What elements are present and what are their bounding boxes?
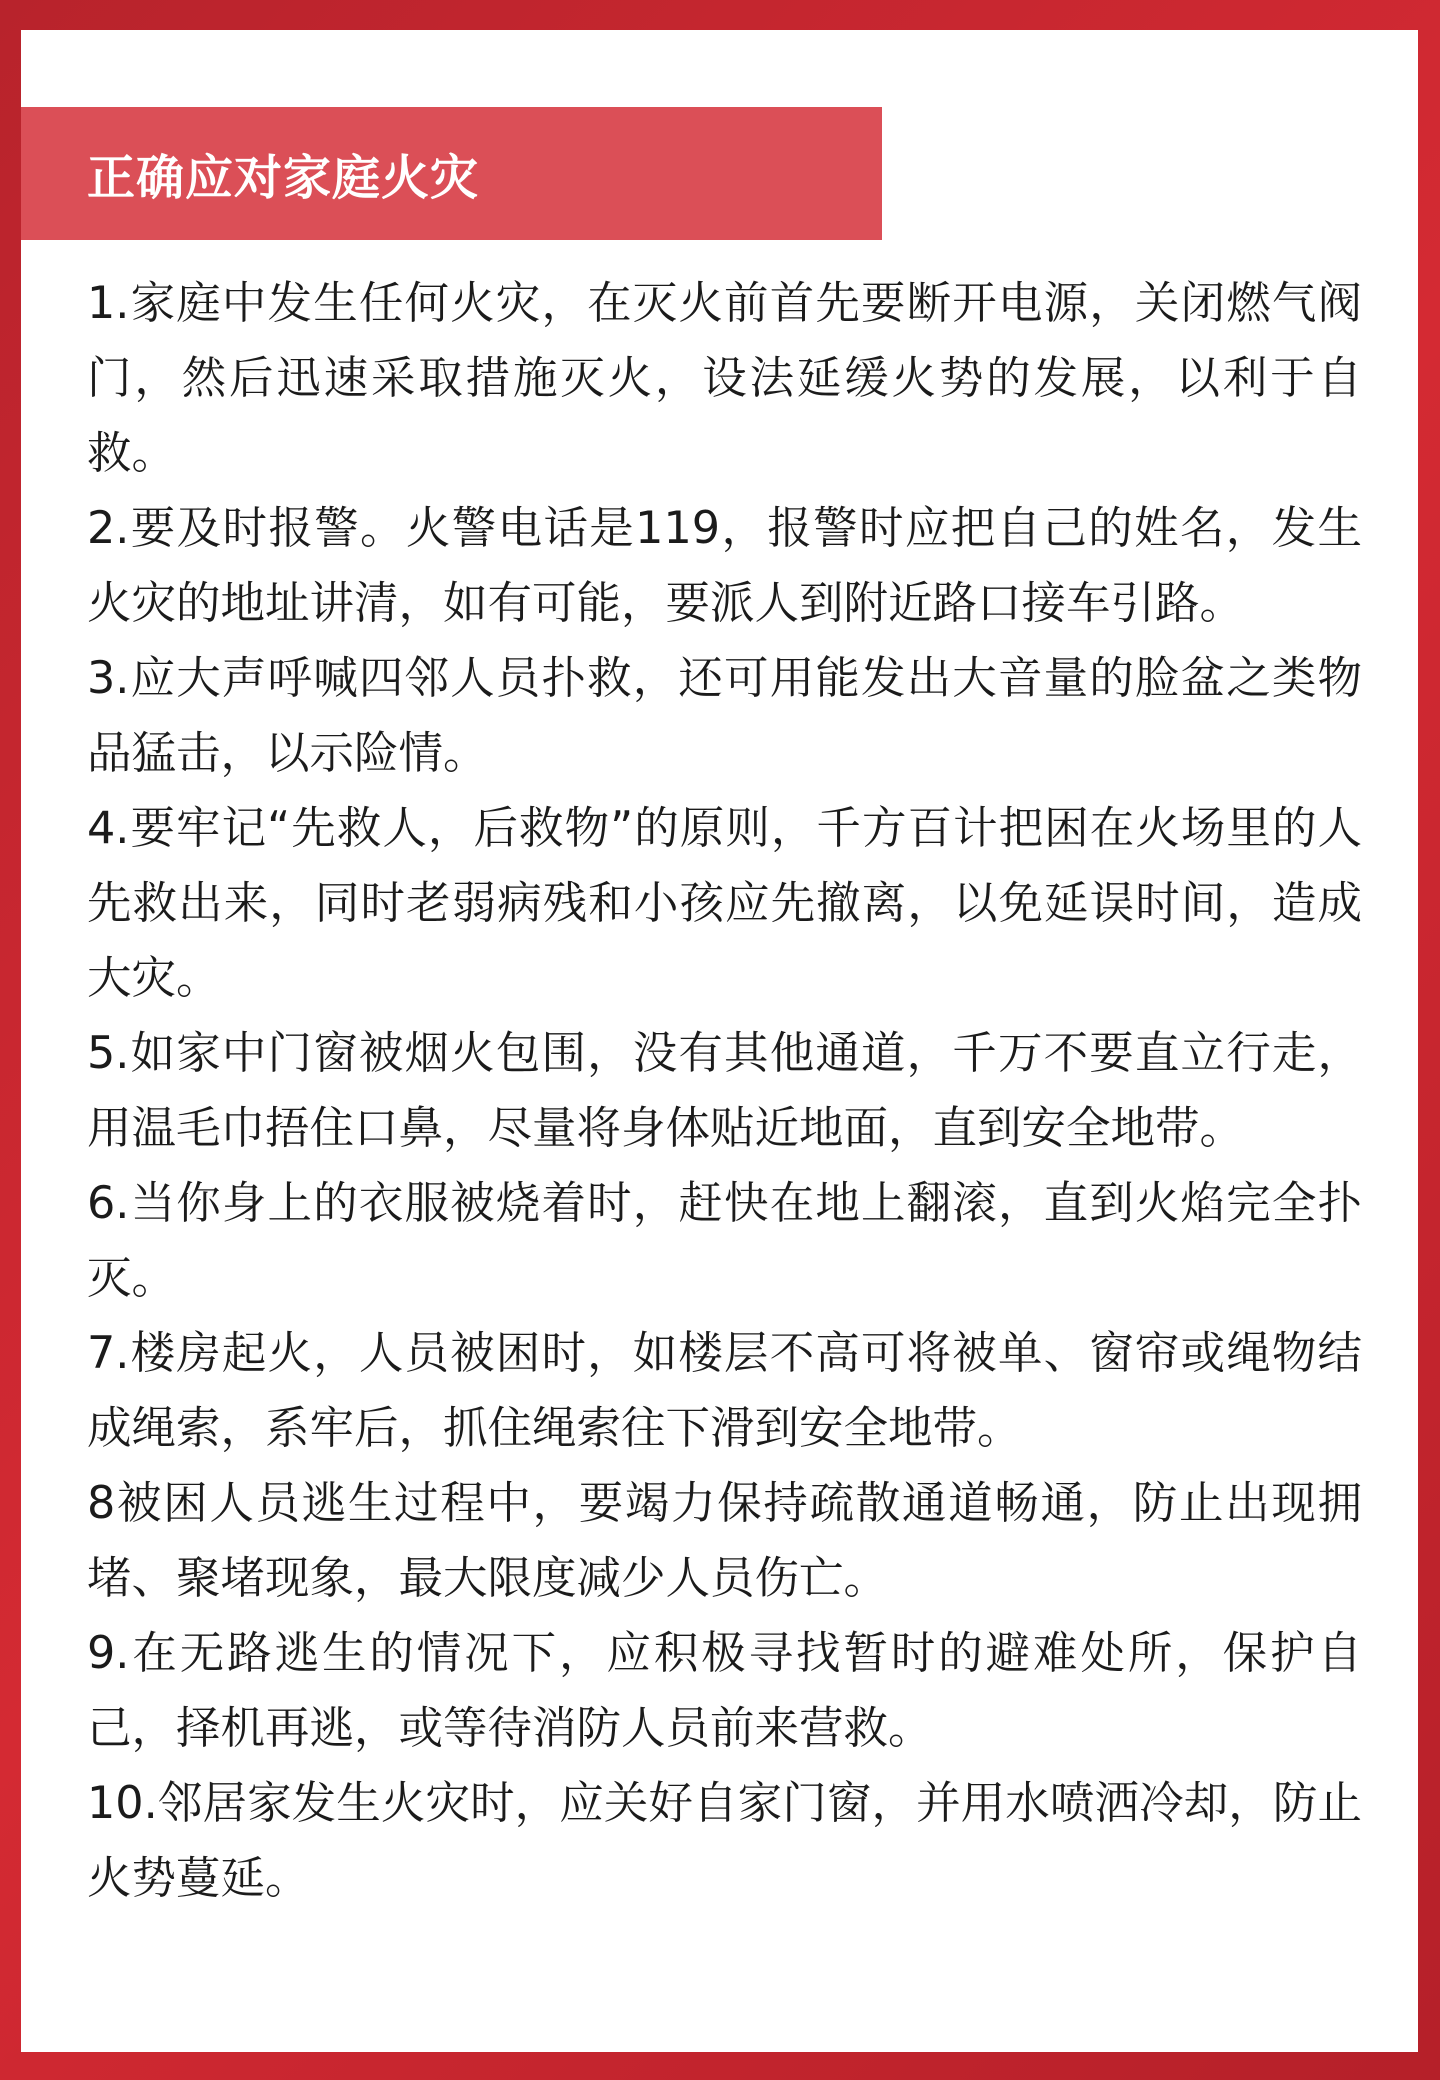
tip-item-7: 7.楼房起火，人员被困时，如楼层不高可将被单、窗帘或绳物结成绳索，系牢后，抓住绳索往下滑到安全地带。 xyxy=(87,1328,1362,1454)
title-banner xyxy=(21,107,882,240)
tip-item-4: 4.要牢记“先救人，后救物”的原则，千方百计把困在火场里的人先救出来，同时老弱病残和小孩应先撤离，以免延误时间，造成大灾。 xyxy=(87,803,1362,1004)
content-card xyxy=(21,30,1418,2052)
tip-item-2: 2.要及时报警。火警电话是119，报警时应把自己的姓名，发生火灾的地址讲清，如有可能，要派人到附近路口接车引路。 xyxy=(87,503,1362,629)
tip-item-3: 3.应大声呼喊四邻人员扑救，还可用能发出大音量的脸盆之类物品猛击，以示险情。 xyxy=(87,653,1362,779)
tip-item-10: 10.邻居家发生火灾时，应关好自家门窗，并用水喷洒冷却，防止火势蔓延。 xyxy=(87,1778,1362,1904)
tip-item-5: 5.如家中门窗被烟火包围，没有其他通道，千万不要直立行走，用温毛巾捂住口鼻，尽量将身体贴近地面，直到安全地带。 xyxy=(87,1028,1362,1154)
page-title: 正确应对家庭火灾 xyxy=(87,150,480,206)
tip-item-8: 8被困人员逃生过程中，要竭力保持疏散通道畅通，防止出现拥堵、聚堵现象，最大限度减少人员伤亡。 xyxy=(87,1478,1362,1604)
tip-item-1: 1.家庭中发生任何火灾，在灭火前首先要断开电源，关闭燃气阀门，然后迅速采取措施灭火，设法延缓火势的发展，以利于自救。 xyxy=(87,278,1362,479)
tip-item-6: 6.当你身上的衣服被烧着时，赶快在地上翻滚，直到火焰完全扑灭。 xyxy=(87,1178,1362,1304)
tips-list xyxy=(87,266,1362,1916)
tip-item-9: 9.在无路逃生的情况下，应积极寻找暂时的避难处所，保护自己，择机再逃，或等待消防人员前来营救。 xyxy=(87,1628,1362,1754)
